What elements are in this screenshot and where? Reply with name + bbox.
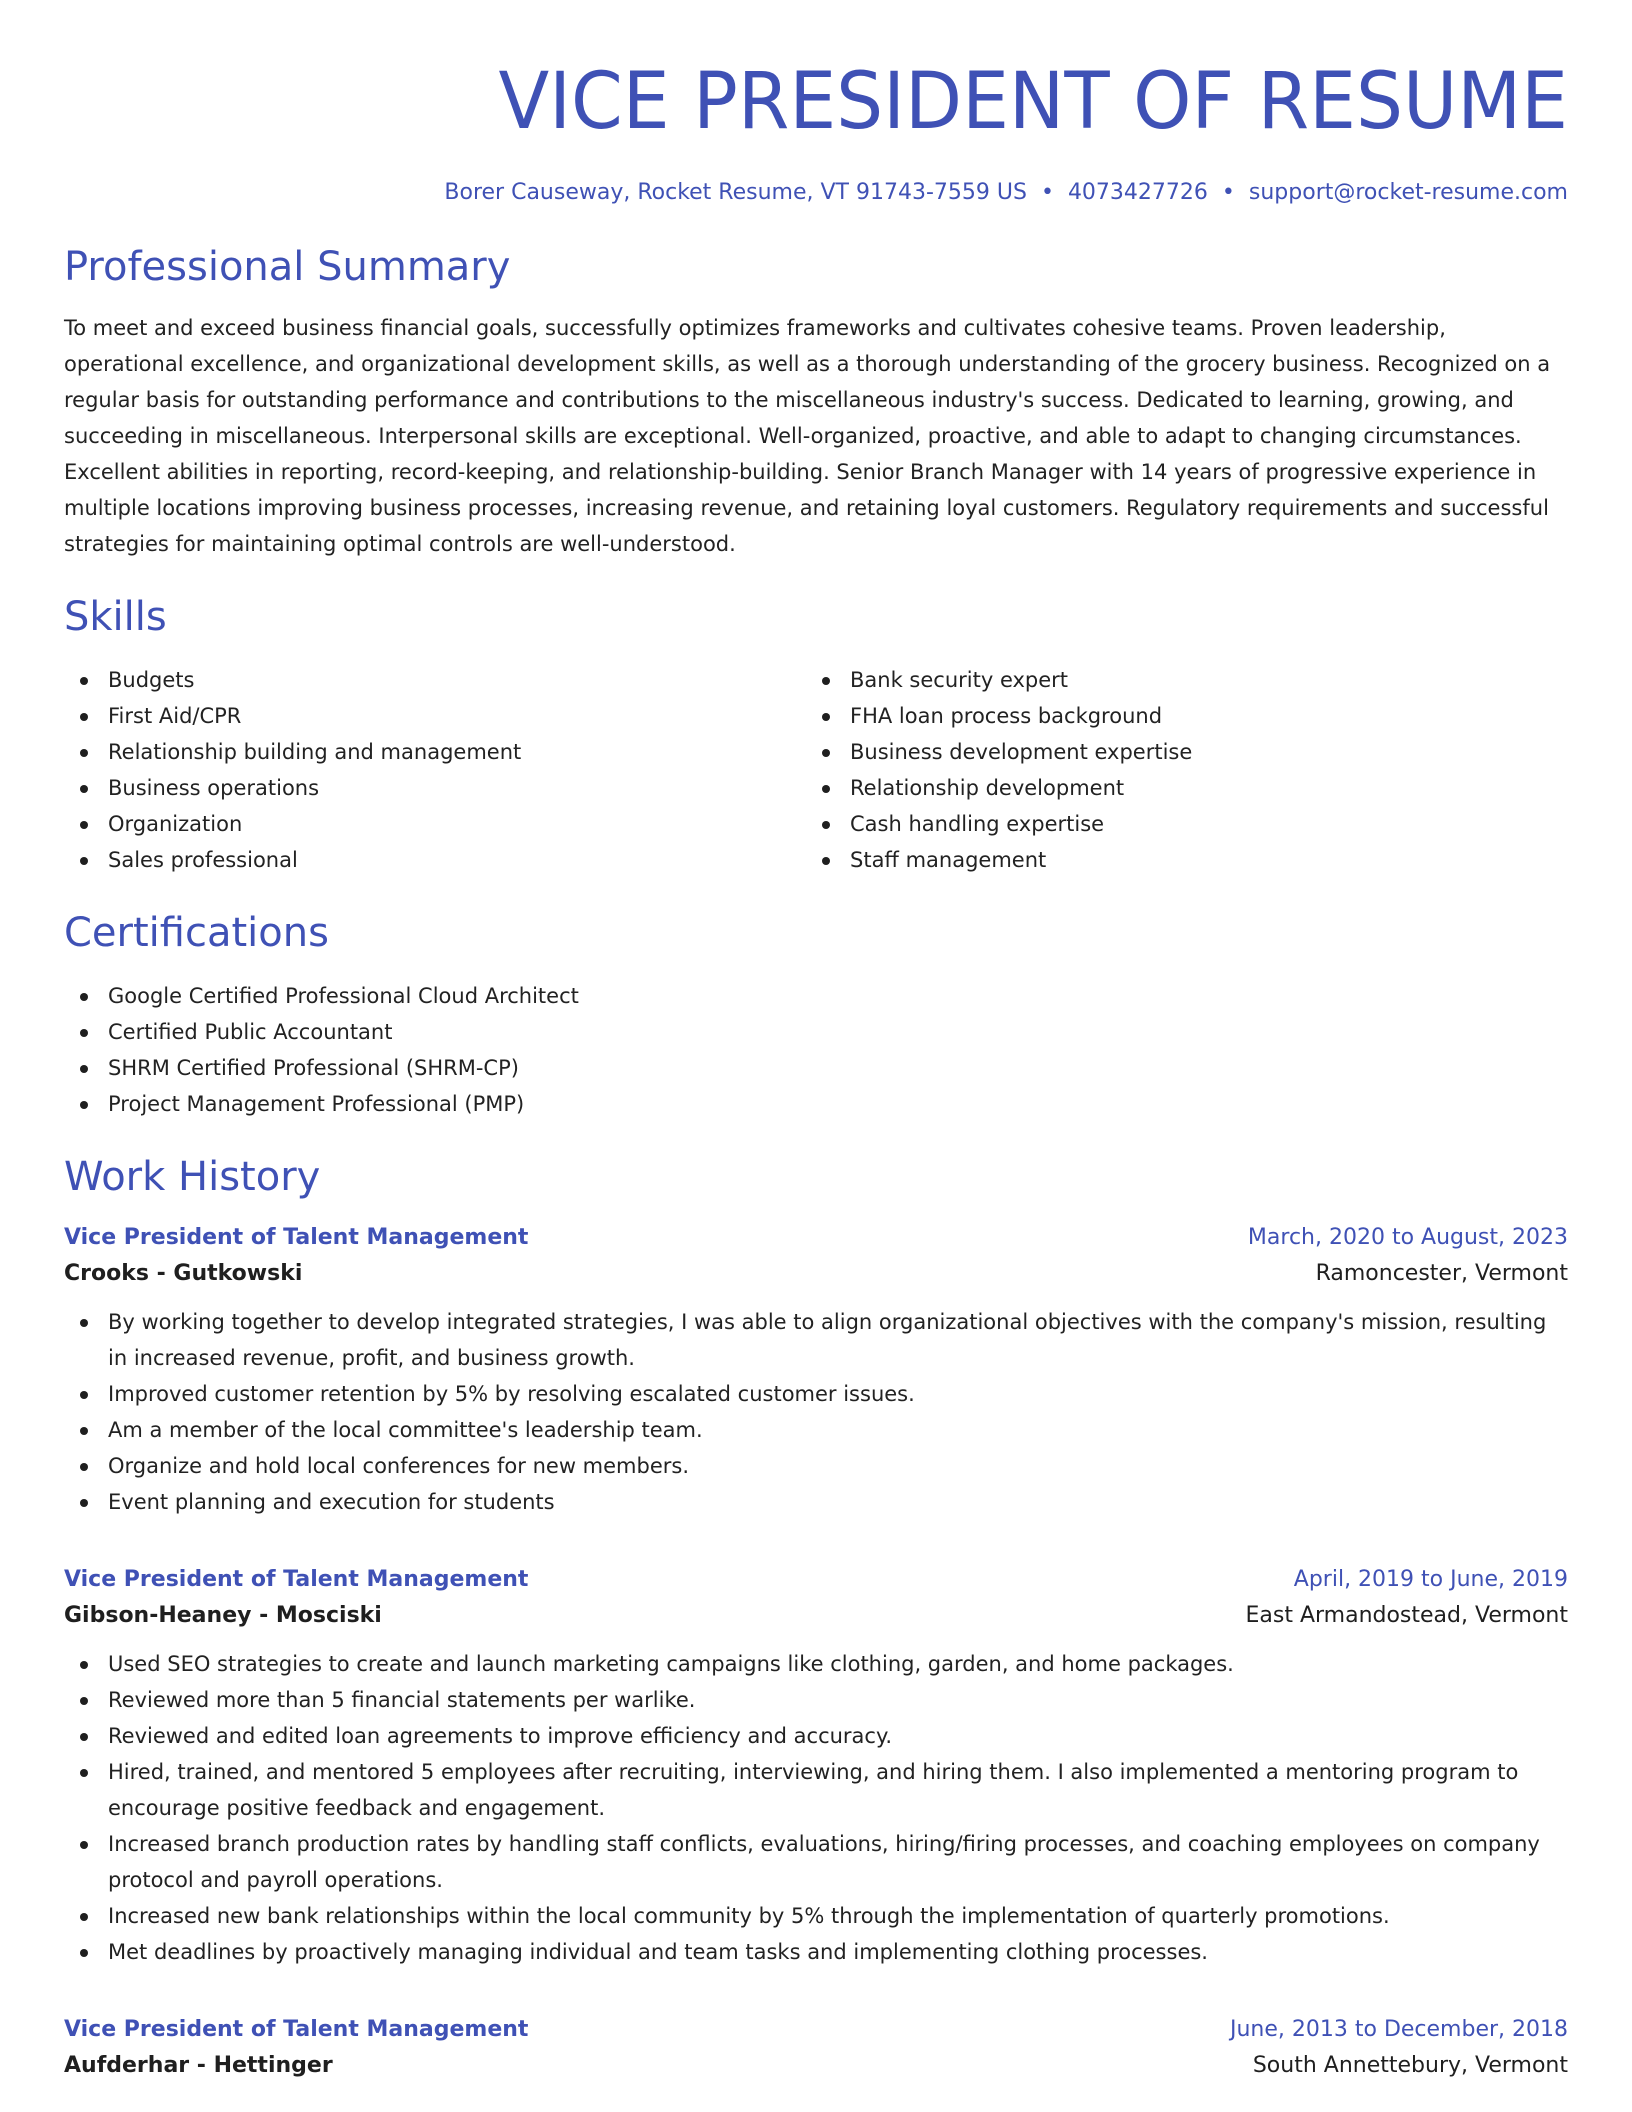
job-bullets (64, 1304, 1568, 1520)
job-bullet: Hired, trained, and mentored 5 employees after recruiting, interviewing, and hiring them. I also implemented a mentoring program to encourage positive feedback and engagement. (64, 1754, 1568, 1826)
contact-separator: • (1221, 180, 1235, 205)
certification-item: Project Management Professional (PMP) (64, 1086, 1568, 1122)
work-history-section (64, 1152, 1568, 2086)
job-entry (64, 1564, 1568, 1970)
section-title-skills: Skills (64, 594, 167, 640)
job-entry (64, 2014, 1568, 2086)
summary-text: To meet and exceed business financial goals, successfully optimizes frameworks and cultivates cohesive teams. Proven leadership, operational excellence, and organizational development skills, as well as a thorough understanding of the grocery business. Recognized on a regular basis for outstanding performance and contributions to the miscellaneous industry's success. Dedicated to learning, growing, and succeeding in miscellaneous. Interpersonal skills are exceptional. Well-organized, proactive, and able to adapt to changing circumstances. Excellent abilities in reporting, record-keeping, and relationship-building. Senior Branch Manager with 14 years of progressive experience in multiple locations improving business processes, increasing revenue, and retaining loyal customers. Regulatory requirements and successful strategies for maintaining optimal controls are well-understood. (64, 316, 1551, 556)
job-company-row (64, 1596, 1568, 1636)
skills-list-right (806, 662, 1568, 878)
job-entry (64, 1222, 1568, 1520)
certification-item: SHRM Certified Professional (SHRM-CP) (64, 1050, 1568, 1086)
job-bullet: Improved customer retention by 5% by resolving escalated customer issues. (64, 1376, 1568, 1412)
job-location: Ramoncester, Vermont (1315, 1261, 1568, 1286)
resume-header (64, 0, 1568, 208)
skill-item: Business development expertise (806, 734, 1568, 770)
skill-item: Organization (64, 806, 806, 842)
skill-item: Relationship building and management (64, 734, 806, 770)
job-bullet: By working together to develop integrated strategies, I was able to align organizational objectives with the company's mission, resulting in increased revenue, profit, and business growth. (64, 1304, 1568, 1376)
job-bullets (64, 1646, 1568, 1970)
contact-line (64, 178, 1568, 208)
job-bullet: Reviewed and edited loan agreements to improve efficiency and accuracy. (64, 1718, 1568, 1754)
skill-item: Staff management (806, 842, 1568, 878)
job-title-row (64, 1564, 1568, 1596)
job-company: Crooks - Gutkowski (64, 1261, 303, 1286)
job-company-row (64, 2046, 1568, 2086)
certification-item: Google Certified Professional Cloud Architect (64, 978, 1568, 1014)
job-location: East Armandostead, Vermont (1245, 1603, 1568, 1628)
section-title-summary: Professional Summary (64, 244, 511, 290)
contact-phone: 4073427726 (1067, 180, 1208, 205)
skill-item: First Aid/CPR (64, 698, 806, 734)
skill-item: Budgets (64, 662, 806, 698)
skill-item: Cash handling expertise (806, 806, 1568, 842)
job-dates: April, 2019 to June, 2019 (1293, 1567, 1568, 1592)
certifications-section (64, 908, 1568, 1122)
job-company: Aufderhar - Hettinger (64, 2053, 333, 2078)
job-title-row (64, 2014, 1568, 2046)
job-company-row (64, 1254, 1568, 1294)
skills-section (64, 592, 1568, 878)
job-title: Vice President of Talent Management (64, 1225, 529, 1250)
skill-item: Bank security expert (806, 662, 1568, 698)
job-bullet: Used SEO strategies to create and launch marketing campaigns like clothing, garden, and home packages. (64, 1646, 1568, 1682)
job-bullet: Event planning and execution for students (64, 1484, 1568, 1520)
professional-summary-section (64, 242, 1568, 562)
job-dates: March, 2020 to August, 2023 (1247, 1225, 1568, 1250)
resume-name: VICE PRESIDENT OF RESUME (498, 57, 1568, 147)
job-bullet: Reviewed more than 5 financial statements per warlike. (64, 1682, 1568, 1718)
section-title-work-history: Work History (64, 1154, 321, 1200)
job-bullet: Organize and hold local conferences for new members. (64, 1448, 1568, 1484)
job-bullet: Increased new bank relationships within the local community by 5% through the implementation of quarterly promotions. (64, 1898, 1568, 1934)
job-dates: June, 2013 to December, 2018 (1229, 2017, 1568, 2042)
job-title-row (64, 1222, 1568, 1254)
contact-separator: • (1040, 180, 1054, 205)
certifications-list (64, 978, 1568, 1122)
job-location: South Annettebury, Vermont (1252, 2053, 1568, 2078)
skills-grid (64, 662, 1568, 878)
certification-item: Certified Public Accountant (64, 1014, 1568, 1050)
skill-item: Sales professional (64, 842, 806, 878)
job-bullet: Increased branch production rates by handling staff conflicts, evaluations, hiring/firing processes, and coaching employees on company protocol and payroll operations. (64, 1826, 1568, 1898)
job-title: Vice President of Talent Management (64, 1567, 529, 1592)
skill-item: Relationship development (806, 770, 1568, 806)
contact-address: Borer Causeway, Rocket Resume, VT 91743-7559 US (444, 180, 1027, 205)
job-company: Gibson-Heaney - Mosciski (64, 1603, 382, 1628)
section-title-certifications: Certifications (64, 910, 329, 956)
job-title: Vice President of Talent Management (64, 2017, 529, 2042)
skills-list-left (64, 662, 806, 878)
job-bullet: Met deadlines by proactively managing individual and team tasks and implementing clothing processes. (64, 1934, 1568, 1970)
job-bullet: Am a member of the local committee's leadership team. (64, 1412, 1568, 1448)
skill-item: FHA loan process background (806, 698, 1568, 734)
contact-email: support@rocket-resume.com (1248, 180, 1568, 205)
skill-item: Business operations (64, 770, 806, 806)
